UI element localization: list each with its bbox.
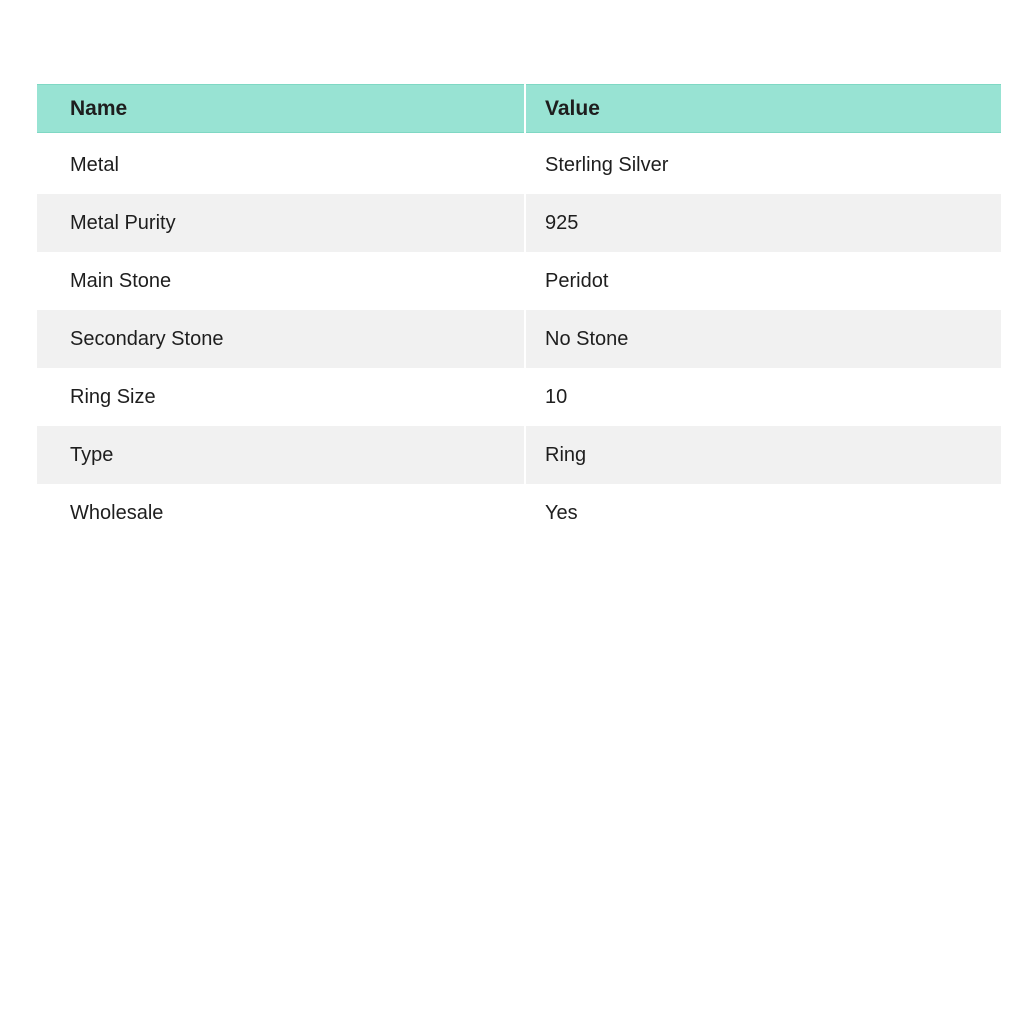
table-row-wholesale (37, 484, 1001, 542)
table-row-metal (37, 136, 1001, 194)
row-value-cell: 925 (526, 194, 1001, 252)
row-name-cell: Wholesale (37, 484, 524, 542)
row-name-cell: Main Stone (37, 252, 524, 310)
table-row-ring-size (37, 368, 1001, 426)
table-header-row (37, 84, 1001, 133)
row-value-cell: Peridot (526, 252, 1001, 310)
table-row-type (37, 426, 1001, 484)
row-value-cell: Ring (526, 426, 1001, 484)
row-name-cell: Ring Size (37, 368, 524, 426)
header-cell-value: Value (526, 84, 1001, 133)
row-value-cell: No Stone (526, 310, 1001, 368)
row-value-cell: Yes (526, 484, 1001, 542)
header-cell-name: Name (37, 84, 524, 133)
table-row-metal-purity (37, 194, 1001, 252)
row-name-cell: Secondary Stone (37, 310, 524, 368)
row-value-cell: 10 (526, 368, 1001, 426)
row-name-cell: Type (37, 426, 524, 484)
table-row-main-stone (37, 252, 1001, 310)
row-value-cell: Sterling Silver (526, 136, 1001, 194)
row-name-cell: Metal (37, 136, 524, 194)
row-name-cell: Metal Purity (37, 194, 524, 252)
spec-table (37, 84, 1001, 542)
table-row-secondary-stone (37, 310, 1001, 368)
